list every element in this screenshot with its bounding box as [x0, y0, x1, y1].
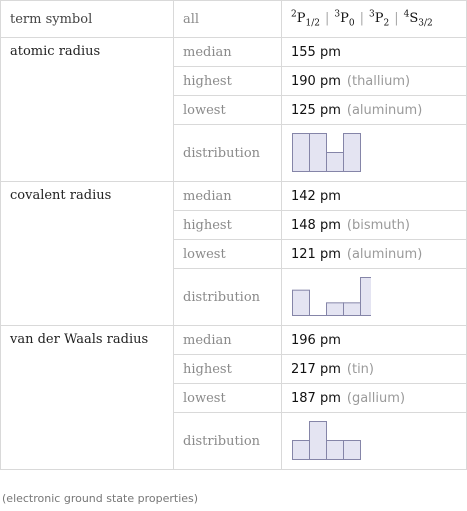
element-note: ( tin )	[347, 362, 374, 377]
histogram-bar	[310, 422, 327, 460]
histogram-bar	[344, 134, 361, 172]
stat-label: highest	[174, 355, 282, 384]
element-note: ( bismuth )	[347, 218, 410, 233]
histogram-bar	[327, 153, 344, 172]
stat-value: 217 pm ( tin )	[282, 355, 467, 384]
stat-label: median	[174, 326, 282, 355]
histogram-bar	[293, 134, 310, 172]
stat-value: 190 pm ( thallium )	[282, 67, 467, 96]
element-note: ( aluminum )	[347, 103, 422, 118]
histogram-bar	[310, 134, 327, 172]
stat-label: lowest	[174, 384, 282, 413]
distribution-histogram	[291, 419, 371, 463]
group-name-atomic-radius: atomic radius	[1, 38, 174, 182]
footer-caption: ( electronic ground state properties )	[2, 492, 198, 505]
header-term-symbols	[282, 1, 467, 38]
element-note: ( aluminum )	[347, 247, 422, 262]
distribution-cell	[282, 125, 467, 182]
stat-label: highest	[174, 211, 282, 240]
group-name-covalent-radius: covalent radius	[1, 182, 174, 326]
table-row	[1, 326, 467, 355]
stat-value: 121 pm ( aluminum )	[282, 240, 467, 269]
table-row	[1, 182, 467, 211]
histogram-bar	[293, 290, 310, 315]
histogram-bar	[327, 303, 344, 316]
distribution-cell	[282, 413, 467, 470]
stat-value: 148 pm ( bismuth )	[282, 211, 467, 240]
stat-label: distribution	[174, 269, 282, 326]
histogram-bar	[361, 278, 372, 316]
symbol-separator: |	[394, 10, 399, 26]
term-symbol-3: $^4S_{3/2}$	[403, 9, 433, 29]
term-symbol-1: $^3P_0$	[334, 9, 355, 29]
stat-value: 155 pm	[282, 38, 467, 67]
header-row	[1, 1, 467, 38]
stat-label: highest	[174, 67, 282, 96]
group-name-van-der-waals-radius: van der Waals radius	[1, 326, 174, 470]
element-note: ( gallium )	[347, 391, 405, 406]
stat-label: median	[174, 182, 282, 211]
histogram-bar	[327, 441, 344, 460]
stat-value: 125 pm ( aluminum )	[282, 96, 467, 125]
stat-value: 187 pm ( gallium )	[282, 384, 467, 413]
histogram-bar	[344, 303, 361, 316]
table-row	[1, 38, 467, 67]
stat-value: 142 pm	[282, 182, 467, 211]
stat-value: 196 pm	[282, 326, 467, 355]
header-all: all	[174, 1, 282, 38]
stat-label: distribution	[174, 125, 282, 182]
term-symbol-2: $^3P_2$	[368, 9, 390, 29]
symbol-separator: |	[359, 10, 364, 26]
stat-label: lowest	[174, 240, 282, 269]
distribution-histogram	[291, 131, 371, 175]
term-symbol-0: $^2P_{1/2}$	[291, 9, 320, 29]
header-term-symbol: term symbol	[1, 1, 174, 38]
stat-label: lowest	[174, 96, 282, 125]
stat-label: median	[174, 38, 282, 67]
histogram-bar	[293, 441, 310, 460]
stat-label: distribution	[174, 413, 282, 470]
distribution-cell	[282, 269, 467, 326]
distribution-histogram	[291, 275, 371, 319]
element-note: ( thallium )	[347, 74, 410, 89]
symbol-separator: |	[324, 10, 330, 26]
histogram-bar	[344, 441, 361, 460]
